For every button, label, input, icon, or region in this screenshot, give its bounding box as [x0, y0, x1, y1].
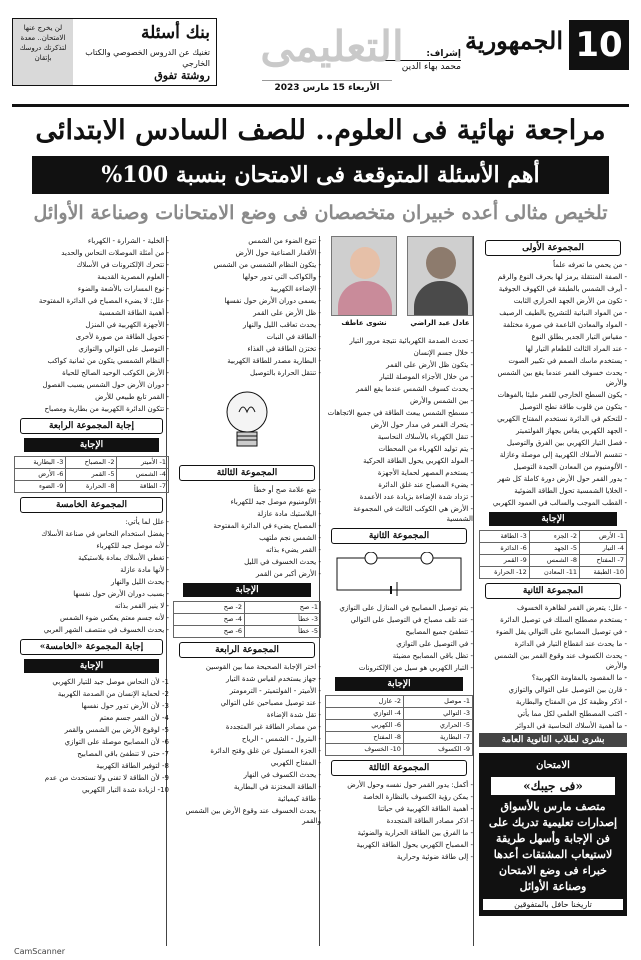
question-line: - الخلايا الشمسية تحول الطاقة الضوئية: [514, 487, 627, 495]
answer-cell: 8- المفتاح: [326, 732, 404, 744]
question-list: [325, 780, 473, 862]
bank-line2: روشتة تفوق: [154, 69, 210, 82]
answer-cell: 6- صح: [174, 626, 245, 638]
question-line: - الأميتر - الفولتميتر - الترمومتر: [229, 687, 321, 695]
question-line: - تحويل الطاقة من صورة لأخرى: [75, 333, 169, 341]
column-1: [479, 236, 627, 956]
question-line: 3- لأن الأرض تدور حول نفسها: [81, 702, 169, 710]
question-line: - أهمية الطاقة الكهربية في حياتنا: [377, 805, 473, 813]
question-line: - بسبب دوران الأرض حول نفسها: [73, 590, 169, 598]
question-line: - الأرض هي الكوكب الثالث في المجموعة الشمسية: [353, 505, 473, 523]
question-line: 5- لوقوع الأرض بين الشمس والقمر: [64, 726, 169, 734]
question-line: - الأقمار الصناعية حول الأرض: [235, 249, 321, 257]
question-line: - البترول - الشمس - الرياح: [241, 735, 321, 743]
answer-cell: 7- البطارية: [403, 732, 472, 744]
question-line: - ما المقصود بالمقاومة الكهربية؟: [531, 674, 627, 682]
question-line: - يستخدم المصهر لحماية الأجهزة: [377, 469, 473, 477]
question-line: - الشمس نجم ملتهب: [259, 534, 321, 542]
answers-heading: الإجابة: [24, 659, 159, 673]
question-line: - من خلال الأجزاء الموصلة للتيار: [379, 373, 473, 381]
question-line: - لأنه موصل جيد للكهرباء: [96, 542, 169, 550]
question-line: - ما أهمية الأسلاك النحاسية في الدوائر: [515, 722, 627, 730]
question-line: - يحدث الخسوف في الليل: [244, 558, 321, 566]
question-line: - يفضل استخدام النحاس في صناعة الأسلاك: [41, 530, 169, 538]
supervisor-label: إشراف:: [381, 48, 461, 61]
group-heading: إجابة المجموعة الرابعة: [20, 418, 163, 434]
answer-cell: 10- الطبقة: [580, 567, 627, 579]
page-number: 10: [569, 20, 629, 70]
question-line: - دوران الأرض حول الشمس يسبب الفصول: [42, 381, 169, 389]
answer-cell: 2- صح: [174, 602, 245, 614]
question-line: - ما يحدث عند انقطاع التيار في الدائرة: [514, 640, 627, 648]
answer-cell: 4- صح: [174, 614, 245, 626]
column-4: [14, 236, 169, 956]
author-photos: [325, 236, 473, 332]
question-line: - اكتب المصطلح العلمي لكل مما يأتي: [517, 710, 627, 718]
table-row: [326, 732, 473, 744]
question-line: - تنتقل الحرارة بالتوصيل: [250, 369, 321, 377]
answer-cell: 3- خطأ: [245, 614, 321, 626]
question-line: - تنقسم الأسلاك الكهربية إلى موصلة وعازلة: [499, 451, 627, 459]
question-line: - خلال جسم الإنسان: [413, 349, 473, 357]
question-line: - يحدث الكسوف في النهار: [243, 771, 321, 779]
question-line: - يحدث تعاقب الليل والنهار: [243, 321, 321, 329]
question-line: 7- حتى لا تنطفئ باقي المصابيح: [77, 750, 169, 758]
group-heading: المجموعة الأولى: [485, 240, 621, 256]
promo-description: إصدارات تعليمية تدربك على فن الإجابة وأسهل طريقة لاستيعاب المشتقات أعدها خبراء فى وضع الامتحان وصناعة الأوائل: [488, 816, 618, 893]
answer-cell: 5- القمر: [66, 469, 117, 481]
promo-kicker: بشرى لطلاب الثانوية العامة: [479, 733, 627, 747]
answer-cell: 3- الطاقة: [480, 531, 530, 543]
answer-cell: 1- الأميتر: [117, 457, 169, 469]
answers-heading: الإجابة: [335, 677, 463, 691]
question-line: - تحدث الصدمة الكهربائية نتيجة مرور التيار: [349, 337, 473, 345]
question-line: - المصباح الكهربي يحول الطاقة الكهربية: [356, 841, 473, 849]
newspaper-name: الجمهورية: [465, 26, 563, 55]
question-line: - والكواكب التي تدور حولها: [242, 273, 321, 281]
question-line: - الألومنيوم موصل جيد للكهرباء: [230, 498, 321, 506]
question-line: - التيار الكهربي هو سيل من الإلكترونات: [358, 664, 473, 672]
bank-side-note: لن يخرج عنها الامتحان.. معدة لتذكرتك دروسك بإتقان: [13, 19, 73, 85]
question-line: - تختزن الطاقة في الغذاء: [247, 345, 321, 353]
bank-title: بنك أسئلة: [141, 23, 210, 43]
question-line: - تنوع الضوء من الشمس: [248, 237, 321, 245]
main-headline: مراجعة نهائية فى العلوم.. للصف السادس الابتدائى: [35, 115, 606, 146]
column-3: [173, 236, 321, 956]
question-line: 1- لأن النحاس موصل جيد للتيار الكهربي: [52, 678, 169, 686]
question-line: - إلى طاقة ضوئية وحرارية: [396, 853, 473, 861]
question-line: - يتكون ظل الأرض على القمر: [386, 361, 473, 369]
question-list: [14, 517, 169, 635]
question-line: - يدور القمر حول الأرض دورة كاملة كل شهر: [497, 475, 627, 483]
answer-cell: 1- الأرض: [580, 531, 627, 543]
answer-cell: 12- الحرارة: [480, 567, 530, 579]
answer-cell: 3- التوالي: [403, 708, 472, 720]
table-row: [174, 602, 321, 614]
group-heading: المجموعة الخامسة: [20, 497, 163, 513]
question-line: - البلاستيك مادة عازلة: [257, 510, 321, 518]
question-line: - لأنه جسم معتم يعكس ضوء الشمس: [60, 614, 169, 622]
question-line: - طاقة كيميائية: [277, 795, 321, 803]
question-line: 4- لأن القمر جسم معتم: [99, 714, 169, 722]
question-line: - تزداد شدة الإضاءة بزيادة عدد الأعمدة: [359, 493, 473, 501]
question-line: - للتحكم في الدائرة نستخدم المفتاح الكهربي: [497, 415, 627, 423]
table-row: [174, 626, 321, 638]
question-line: - المولد الكهربي يحول الطاقة الحركية: [363, 457, 473, 465]
question-line: - أكمل: يدور القمر حول نفسه وحول الأرض: [347, 781, 473, 789]
column-2: [325, 236, 473, 956]
answer-cell: 3- البطارية: [15, 457, 66, 469]
question-line: - اختر الإجابة الصحيحة مما بين القوسين: [205, 663, 321, 671]
deck-headline: تلخيص مثالى أعده خبيران متخصصان فى وضع الامتحانات وصناعة الأوائل: [33, 202, 608, 224]
table-row: [326, 720, 473, 732]
table-row: [480, 531, 627, 543]
question-line: - يحدث كسوف الشمس عندما يقع القمر: [356, 385, 473, 393]
question-list: [479, 603, 627, 731]
answer-cell: 5- الجهد: [529, 543, 579, 555]
question-list: [14, 236, 169, 414]
question-line: - الجزء المسئول عن غلق وفتح الدائرة: [210, 747, 321, 755]
answer-cell: 6- الدائرة: [480, 543, 530, 555]
question-line: 9- لأن الطاقة لا تفنى ولا تستحدث من عدم: [44, 774, 169, 782]
table-row: [326, 744, 473, 756]
question-line: - من المواد النباتية للتشريح بالطيف الرصيف: [499, 309, 627, 317]
answer-cell: 2- المصباح: [66, 457, 117, 469]
question-line: - عند المراد الثالث للطعام التيار لها: [525, 345, 627, 353]
group-heading: المجموعة الثالثة: [179, 465, 315, 481]
question-line: - اذكر وظيفة كل من المفتاح والبطارية: [515, 698, 627, 706]
table-row: [326, 696, 473, 708]
question-line: - يتم توليد الكهرباء من المحطات: [378, 445, 473, 453]
answers-table: [479, 530, 627, 579]
question-line: - جهاز يستخدم لقياس شدة التيار: [225, 675, 321, 683]
table-row: [480, 543, 627, 555]
question-line: - الأرض أكبر من القمر: [255, 570, 321, 578]
question-line: - تتكون الدائرة الكهربية من بطارية ومصباح: [44, 405, 169, 413]
answer-cell: 4- التوازي: [326, 708, 404, 720]
question-line: - المواد والمعادن الناعمة في صورة مختلفة: [502, 321, 627, 329]
question-line: - الأجهزة الكهربية في المنزل: [85, 321, 169, 329]
question-line: 10- لزيادة شدة التيار الكهربي: [81, 786, 169, 794]
question-line: 2- لحماية الإنسان من الصدمة الكهربية: [57, 690, 169, 698]
answer-cell: 2- عازل: [326, 696, 404, 708]
answer-cell: 6- الكهربي: [326, 720, 404, 732]
question-line: - الصفة المنتقلة يرمز لها بحرف النوع والرقم: [497, 273, 627, 281]
question-line: - يسمى دوران الأرض حول نفسها: [224, 297, 321, 305]
question-line: - يضيء المصباح عند غلق الدائرة: [378, 481, 473, 489]
table-row: [480, 567, 627, 579]
question-line: - من أمثلة الموصلات النحاس والحديد: [61, 249, 169, 257]
question-line: - من مصادر الطاقة غير المتجددة: [225, 723, 321, 731]
group-heading: المجموعة الرابعة: [179, 642, 315, 658]
section-title: التعليمى: [260, 22, 404, 71]
question-line: - بين الشمس والأرض: [409, 397, 473, 405]
table-row: [480, 555, 627, 567]
question-line: - ظل الأرض على القمر: [253, 309, 321, 317]
promo-title: «فى جيبك»: [491, 777, 615, 795]
answer-cell: 9- الضوء: [15, 481, 66, 493]
table-row: [326, 708, 473, 720]
question-line: - الألومنيوم من المعادن الجيدة التوصيل: [513, 463, 627, 471]
answer-cell: 11- المعادن: [529, 567, 579, 579]
answer-list: [14, 677, 169, 795]
question-line: - يحدث الليل والنهار: [110, 578, 169, 586]
question-line: - فصل التيار الكهربي بين الفرق والتوصيل: [506, 439, 627, 447]
question-line: - يتحرك القمر في مدار حول الأرض: [370, 421, 473, 429]
question-line: - يتكون النظام الشمسي من الشمس: [213, 261, 321, 269]
promo-footer: تاريخنا حافل بالمتفوقين: [483, 899, 623, 910]
question-line: - الطاقة المختزنة في البطارية: [233, 783, 321, 791]
question-line: - تقل شدة الإضاءة: [266, 711, 321, 719]
question-line: - القطب الموجب والسالب في العمود الكهربي: [492, 499, 627, 507]
question-line: - الأرض الكوكب الوحيد الصالح للحياة: [62, 369, 169, 377]
author-caption: نشوى عاطف: [341, 319, 387, 327]
question-line: - في التوصيل على التوازي: [396, 640, 473, 648]
answers-table: [325, 695, 473, 756]
question-line: - يكون السطح الخارجي للقمر مليئا بالفوهات: [497, 391, 627, 399]
answers-heading: الإجابة: [489, 512, 617, 526]
question-line: - علل: يتعرض القمر لظاهرة الخسوف: [516, 604, 627, 612]
table-row: [15, 481, 169, 493]
question-line: - يحدث خسوف القمر عندما يقع بين الشمس والأرض: [497, 369, 627, 387]
question-line: - ضع علامة صح أو خطأ: [253, 486, 321, 494]
question-line: - من يحمي ما تعرفه علماً: [553, 261, 627, 269]
question-list: [173, 662, 321, 826]
question-line: - المصباح يضيء في الدائرة المفتوحة: [213, 522, 321, 530]
question-line: - المفتاح الكهربي: [270, 759, 321, 767]
question-line: - تظل باقي المصابيح مضيئة: [392, 652, 473, 660]
question-line: - في توصيل المصابيح على التوالي يقل الضوء: [495, 628, 627, 636]
author-caption: عادل عبد الراضي: [410, 319, 470, 327]
question-line: 6- لأن المصابيح موصلة على التوازي: [64, 738, 169, 746]
table-row: [174, 614, 321, 626]
question-line: - القمر تابع طبيعي للأرض: [95, 393, 169, 401]
question-line: - الطاقة في النبات: [266, 333, 321, 341]
question-line: - علل: لا يضيء المصباح في الدائرة المفتوحة: [38, 297, 169, 305]
question-line: - تغطى الأسلاك بمادة بلاستيكية: [78, 554, 169, 562]
question-line: - يتكون من قلوب طاقة نطح التوصيل: [519, 403, 627, 411]
issue-date: الأربعاء 15 مارس 2023: [262, 80, 392, 93]
sub-headline-banner: أهم الأسئلة المتوقعة فى الامتحان بنسبة 100%: [32, 156, 609, 194]
answers-heading: الإجابة: [24, 438, 159, 452]
question-line: - عند توصيل مصباحين على التوالي: [220, 699, 321, 707]
answer-cell: 5- الحراري: [403, 720, 472, 732]
question-line: - ما الفرق بين الطاقة الحرارية والضوئية: [357, 829, 473, 837]
group-heading: إجابة المجموعة «الخامسة»: [20, 639, 163, 655]
question-line: - العلوم المصرية القديمة: [97, 273, 169, 281]
answer-cell: 9- القمر: [480, 555, 530, 567]
question-line: - علل لما يأتي:: [125, 518, 169, 526]
answer-cell: 10- الخسوف: [326, 744, 404, 756]
answer-cell: 2- الجزء: [529, 531, 579, 543]
answers-table: [173, 601, 321, 638]
supervisor-name: محمد بهاء الدين: [401, 62, 461, 72]
question-line: - التوصيل على التوالي والتوازي: [78, 345, 169, 353]
question-list: [173, 485, 321, 579]
question-line: - تتحرك الإلكترونات في الأسلاك: [76, 261, 169, 269]
question-list: [325, 336, 473, 524]
question-line: - يحدث الخسوف عند وقوع الأرض بين الشمس والقمر: [185, 807, 321, 825]
answers-heading: الإجابة: [183, 583, 311, 597]
circuit-diagram: [331, 552, 467, 596]
scanner-watermark: CamScanner: [14, 947, 66, 956]
column-divider: [473, 236, 474, 946]
answer-cell: 1- صح: [245, 602, 321, 614]
question-line: - يمكن رؤية الكسوف بالنظارة الخاصة: [362, 793, 473, 801]
question-line: - عند تلف مصباح في التوصيل على التوالي: [350, 616, 473, 624]
question-list: [173, 236, 321, 378]
group-heading: المجموعة الثانية: [331, 528, 467, 544]
answer-cell: 7- المفتاح: [580, 555, 627, 567]
promo-line: الامتحان: [536, 760, 570, 771]
answer-cell: 4- الشمس: [117, 469, 169, 481]
question-list: [479, 260, 627, 508]
question-line: - الجهد الكهربي يقاس بجهاز الفولتميتر: [516, 427, 627, 435]
question-line: - يحدث الخسوف في منتصف الشهر العربي: [43, 626, 169, 634]
question-line: - أهمية الطاقة الشمسية: [98, 309, 169, 317]
promo-line: متصف مارس بالأسواق: [500, 800, 606, 813]
question-line: - تنطفئ جميع المصابيح: [405, 628, 473, 636]
author-photo: [407, 236, 473, 316]
question-line: - اذكر مصادر الطاقة المتجددة: [386, 817, 473, 825]
light-bulb-illustration: [173, 384, 321, 454]
question-line: - مقياس التيار الجدير يطلق النوع: [531, 333, 627, 341]
answer-cell: 9- الكسوف: [403, 744, 472, 756]
answer-cell: 8- الحرارة: [66, 481, 117, 493]
table-row: [15, 457, 169, 469]
bank-line1: تغنيك عن الدروس الخصوصي والكتاب الخارجي: [85, 48, 210, 68]
question-line: - لا ينير القمر بذاته: [114, 602, 169, 610]
answers-table: [14, 456, 169, 493]
question-line: - تنقل الكهرباء بالأسلاك النحاسية: [377, 433, 473, 441]
author-photo: [331, 236, 397, 316]
question-line: - يستخدم ماسك الصمم في تكبير الصوت: [508, 357, 627, 365]
question-line: - يحدث الكسوف عند وقوع القمر بين الشمس والأرض: [494, 652, 627, 670]
question-line: - مسطح الشمس يبعث الطاقة في جميع الاتجاهات: [327, 409, 473, 417]
answer-cell: 4- التيار: [580, 543, 627, 555]
question-line: - نوع المسارات بالأشعة والضوء: [77, 285, 169, 293]
masthead-rule: [12, 104, 629, 107]
group-heading: المجموعة الثالثة: [331, 760, 467, 776]
question-line: 8- لتوفير الطاقة الكهربية: [96, 762, 169, 770]
question-line: - لأنها مادة عازلة: [120, 566, 169, 574]
group-heading: المجموعة الثانية: [485, 583, 621, 599]
question-line: - النظام الشمسي يتكون من ثمانية كواكب: [47, 357, 169, 365]
table-row: [15, 469, 169, 481]
answer-cell: 7- الطاقة: [117, 481, 169, 493]
answer-cell: 1- موصل: [403, 696, 472, 708]
question-bank-box: [12, 18, 217, 86]
question-line: - الخلية - الشرارة - الكهرباء: [87, 237, 169, 245]
question-line: - قارن بين التوصيل على التوالي والتوازي: [508, 686, 627, 694]
answer-cell: 5- خطأ: [245, 626, 321, 638]
question-line: - الإضاءة الكهربية: [270, 285, 321, 293]
question-line: - يتم توصيل المصابيح في المنازل على التوازي: [339, 604, 473, 612]
question-line: - القمر يضيء بذاته: [265, 546, 321, 554]
question-line: - البطارية مصدر للطاقة الكهربية: [227, 357, 321, 365]
masthead: [12, 12, 629, 100]
answer-cell: 6- الأرض: [15, 469, 66, 481]
question-list: [325, 603, 473, 673]
question-line: - تكون من الأرض الجهد الحراري الثابت: [513, 297, 627, 305]
promo-box: [479, 753, 627, 916]
answer-cell: 8- الشمس: [529, 555, 579, 567]
question-line: - يستخدم مصطلح السلك في توصيل الدائرة: [500, 616, 627, 624]
question-line: - أيرف الشمس بالطبقة في الكهوف الجوفية: [498, 285, 627, 293]
